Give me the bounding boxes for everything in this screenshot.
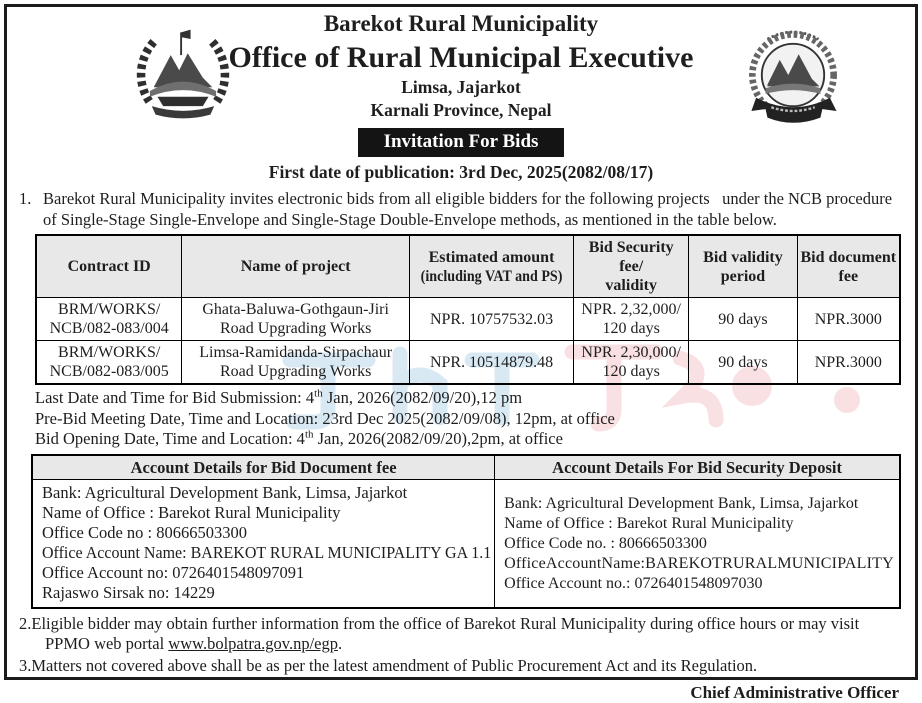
account-line: Office Account no.: 0726401548097030: [504, 574, 763, 592]
account-line: Bank: Agricultural Development Bank, Limsa, Jajarkot: [504, 494, 859, 512]
notes-section: [19, 614, 903, 677]
account-line: Office Code no. : 80666503300: [504, 534, 707, 552]
intro-number: 1.: [19, 189, 32, 208]
address-line-1: Limsa, Jajarkot: [401, 77, 521, 97]
account-doc-fee-header: Account Details for Bid Document fee: [32, 455, 495, 480]
account-line: Office Account no: 0726401548097091: [42, 562, 305, 582]
document-fee-cell: NPR.3000: [797, 298, 900, 341]
header-document-fee: Bid document fee: [797, 235, 900, 298]
header-estimated-amount: Estimated amount (including VAT and PS): [409, 235, 573, 298]
note-3: 3.Matters not covered above shall be as per the latest amendment of Public Procurement Act and its Regulation.: [19, 655, 758, 675]
bid-security-cell: NPR. 2,30,000/ 120 days: [574, 341, 689, 385]
bid-projects-table: [35, 234, 901, 385]
prebid-meeting-line: Pre-Bid Meeting Date, Time and Location: 23rd Dec 2025(2082/09/08), 12pm, at office: [35, 408, 615, 428]
account-table-header-row: [32, 455, 900, 480]
account-security-header: Account Details For Bid Security Deposit: [495, 455, 900, 480]
account-line: Name of Office : Barekot Rural Municipality: [42, 502, 341, 522]
project-name-cell: Limsa-Ramidanda-Sirpachaur Road Upgrading Works: [182, 341, 410, 385]
header-bid-security: Bid Security fee/ validity: [574, 235, 689, 298]
bid-table-header-row: [36, 235, 900, 298]
bid-table-row: [36, 298, 900, 341]
signature-title: Chief Administrative Officer: [690, 683, 899, 702]
contract-id-cell: BRM/WORKS/ NCB/082-083/004: [36, 298, 182, 341]
bolpatra-link[interactable]: www.bolpatra.gov.np/egp: [168, 634, 338, 653]
account-line: Office Account Name: BAREKOT RURAL MUNICIPALITY GA 1.1: [42, 542, 492, 562]
bid-opening-line: Bid Opening Date, Time and Location: 4th Jan, 2026(2082/09/20),2pm, at office: [35, 428, 563, 448]
bid-table-row: [36, 341, 900, 385]
validity-period-cell: 90 days: [689, 341, 797, 385]
estimated-amount-cell: NPR. 10757532.03: [409, 298, 573, 341]
note-2: 2.Eligible bidder may obtain further information from the office of Barekot Rural Municipality during office hours or may visit PPMO web portal www.bolpatra.gov.np/egp.: [19, 613, 860, 653]
validity-period-cell: 90 days: [689, 298, 797, 341]
bid-security-cell: NPR. 2,32,000/ 120 days: [574, 298, 689, 341]
nepal-coat-of-arms-logo: [131, 27, 235, 121]
account-security-cell: [495, 479, 900, 608]
organization-name: Barekot Rural Municipality: [323, 11, 599, 36]
office-name: Office of Rural Municipal Executive: [228, 41, 694, 74]
estimated-amount-cell: NPR. 10514879.48: [409, 341, 573, 385]
publication-date-line: First date of publication: 3rd Dec, 2025(2082/08/17): [268, 162, 654, 182]
account-line: Office Code no : 80666503300: [42, 522, 248, 542]
account-details-table: [31, 454, 901, 609]
intro-paragraph: [19, 189, 903, 230]
header-project-name: Name of project: [182, 235, 410, 298]
header-bid-validity: Bid validity period: [689, 235, 797, 298]
bid-schedule: [35, 388, 903, 450]
submission-deadline-line: Last Date and Time for Bid Submission: 4th Jan, 2026(2082/09/20),12 pm: [35, 387, 523, 407]
account-line: Name of Office : Barekot Rural Municipality: [504, 514, 794, 532]
account-line: OfficeAccountName:BAREKOTRURALMUNICIPALITY: [504, 554, 894, 572]
invitation-banner: Invitation For Bids: [358, 128, 565, 157]
contract-id-cell: BRM/WORKS/ NCB/082-083/005: [36, 341, 182, 385]
account-doc-fee-cell: [32, 479, 495, 608]
document-header: [19, 11, 903, 121]
project-name-cell: Ghata-Baluwa-Gothgaun-Jiri Road Upgrading Works: [182, 298, 410, 341]
account-table-body-row: [32, 479, 900, 608]
municipality-seal-logo: [741, 23, 845, 129]
header-contract-id: Contract ID: [36, 235, 182, 298]
intro-text: Barekot Rural Municipality invites electronic bids from all eligible bidders for the following projects under the NCB procedure of Single-Stage Single-Envelope and Single-Stage Double-Envelope methods, as mentioned in the table below.: [43, 189, 897, 229]
address-line-2: Karnali Province, Nepal: [370, 100, 552, 120]
document-fee-cell: NPR.3000: [797, 341, 900, 385]
account-line: Rajaswo Sirsak no: 14229: [42, 582, 215, 602]
account-line: Bank: Agricultural Development Bank, Limsa, Jajarkot: [42, 482, 408, 502]
document-border: [4, 4, 918, 702]
